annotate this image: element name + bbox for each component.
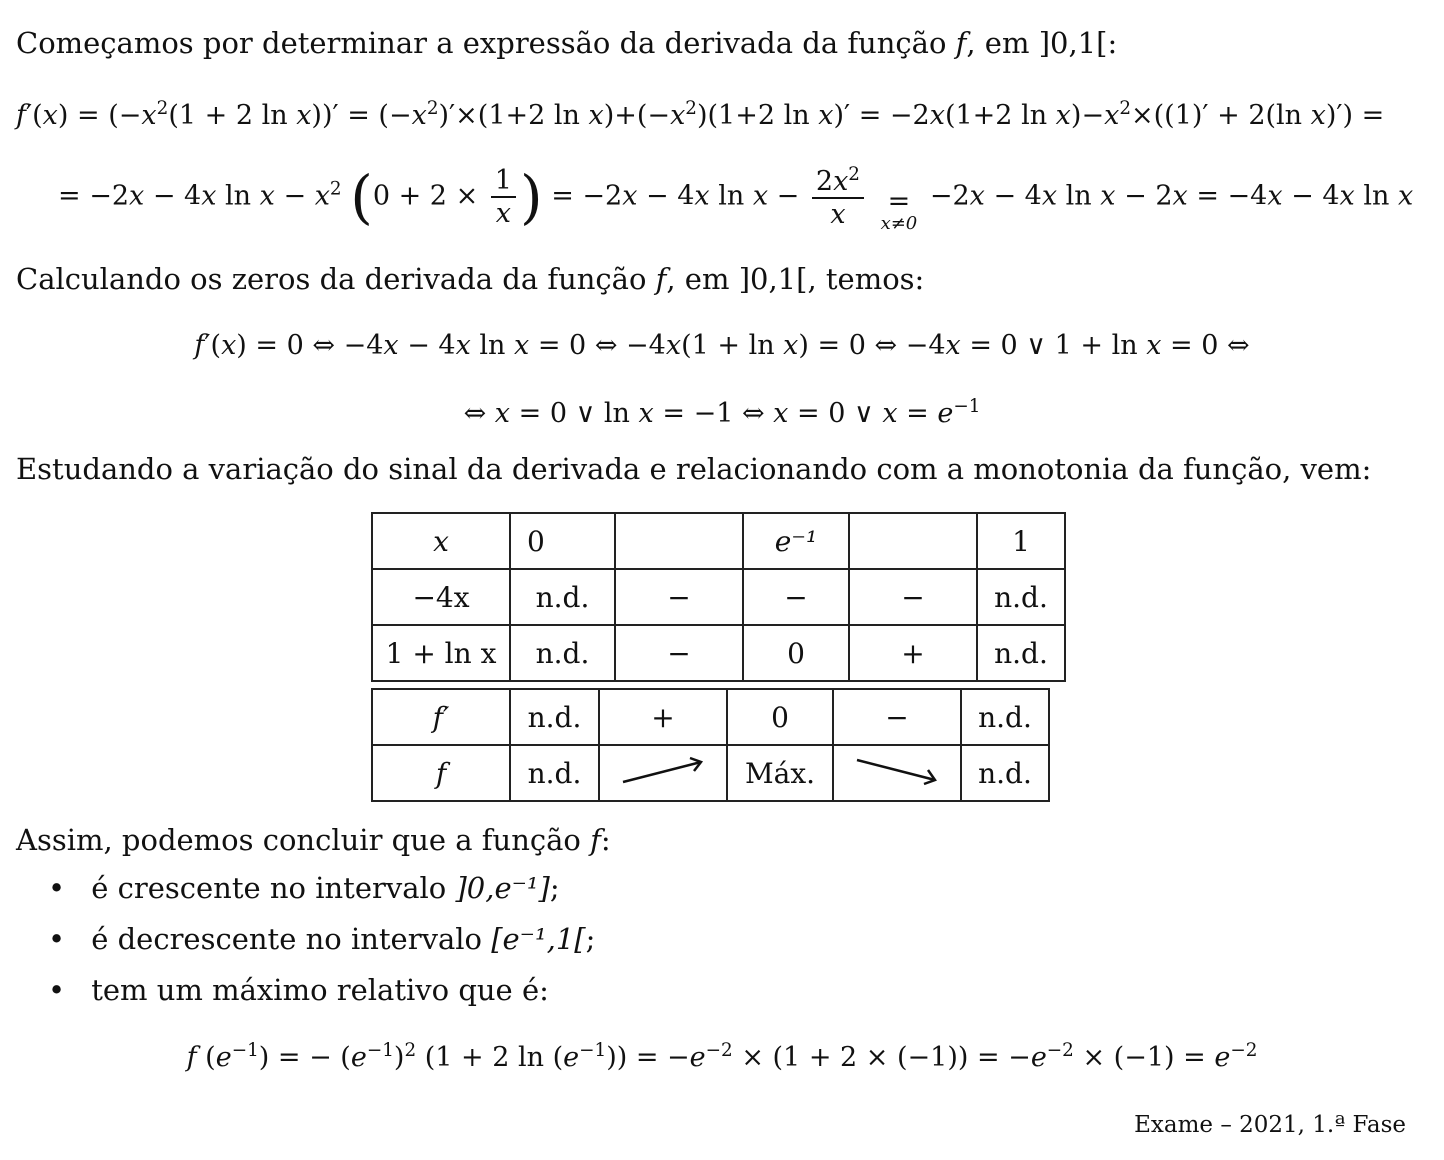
- intro-tail: , em ]0,1[:: [966, 26, 1118, 60]
- zeros-func: f: [655, 262, 667, 296]
- intro-func: f: [955, 26, 967, 60]
- increasing-arrow-icon: [613, 752, 713, 788]
- zeros-tail: , em ]0,1[, temos:: [666, 262, 925, 296]
- conclusion-list: [48, 866, 595, 1019]
- table-row: −4x n.d. − − − n.d.: [372, 569, 1065, 625]
- list-item: • é decrescente no intervalo [e⁻¹,1[;: [48, 917, 595, 968]
- table-row: x 0 e⁻¹ 1: [372, 513, 1065, 569]
- study-paragraph: [16, 452, 1371, 486]
- exam-reference: Exame – 2021, 1.ª Fase: [1134, 1112, 1406, 1138]
- monotony-table: [371, 688, 1050, 802]
- sign-table: [371, 512, 1066, 682]
- table-row: 1 + ln x n.d. − 0 + n.d.: [372, 625, 1065, 681]
- conclude-paragraph: Assim, podemos concluir que a função f:: [16, 823, 611, 857]
- conclude-func: f: [590, 823, 601, 857]
- zeros-line-1: f′(x) = 0 ⇔ −4x − 4x ln x = 0 ⇔ −4x(1 + ln x) = 0 ⇔ −4x = 0 ∨ 1 + ln x = 0 ⇔: [194, 330, 1250, 361]
- derivative-line-2: = −2x − 4x $\ln x - x^2$ (0 + 2 × $\frac{1}{x}$ ) = −2x − 4x ln x − $\frac{2x^2}{x}$ = x≠0 −2x − 4x ln x − 2x = −4x − 4x ln x: [58, 163, 1414, 234]
- zeros-text: Calculando os zeros da derivada da função: [16, 262, 647, 296]
- conclude-text: Assim, podemos concluir que a função: [16, 823, 581, 857]
- list-item: • é crescente no intervalo ]0,e⁻¹];: [48, 866, 595, 917]
- table-row: f′ n.d. + 0 − n.d.: [372, 689, 1049, 745]
- derivative-line-1: $f'(x) = (-x^2(1 + 2$ $\ln x))' = (-x^2)'\times(1+2$ $\ln x)+(-x^2)(1+2$ ln x)′ = −2x(1+2 $\ln x)-x^2\times((1)' + 2(\ln$ x)′) =: [16, 98, 1385, 131]
- intro-text: Começamos por determinar a expressão da derivada da função: [16, 26, 947, 60]
- zeros-paragraph: [16, 262, 924, 296]
- maximum-equation: f $(e^{-1})$ = − $(e^{-1})^2$ (1 + 2 $\ln (e^{-1})) = -e^{-2} \times (1 + 2 \times (-1)) = -e^{-2} \times (-1) = e^{-2}$: [186, 1040, 1258, 1073]
- intro-paragraph: [16, 26, 1117, 60]
- zeros-line-2: ⇔ x = 0 ∨ ln x = −1 ⇔ x = 0 ∨ $x = e^{-1}$: [463, 396, 981, 429]
- list-item: • tem um máximo relativo que é:: [48, 968, 595, 1019]
- decreasing-arrow-icon: [847, 752, 947, 788]
- table-row: f n.d. Máx. n.d.: [372, 745, 1049, 801]
- study-text: Estudando a variação do sinal da derivada e relacionando com a monotonia da função, vem:: [16, 452, 1372, 486]
